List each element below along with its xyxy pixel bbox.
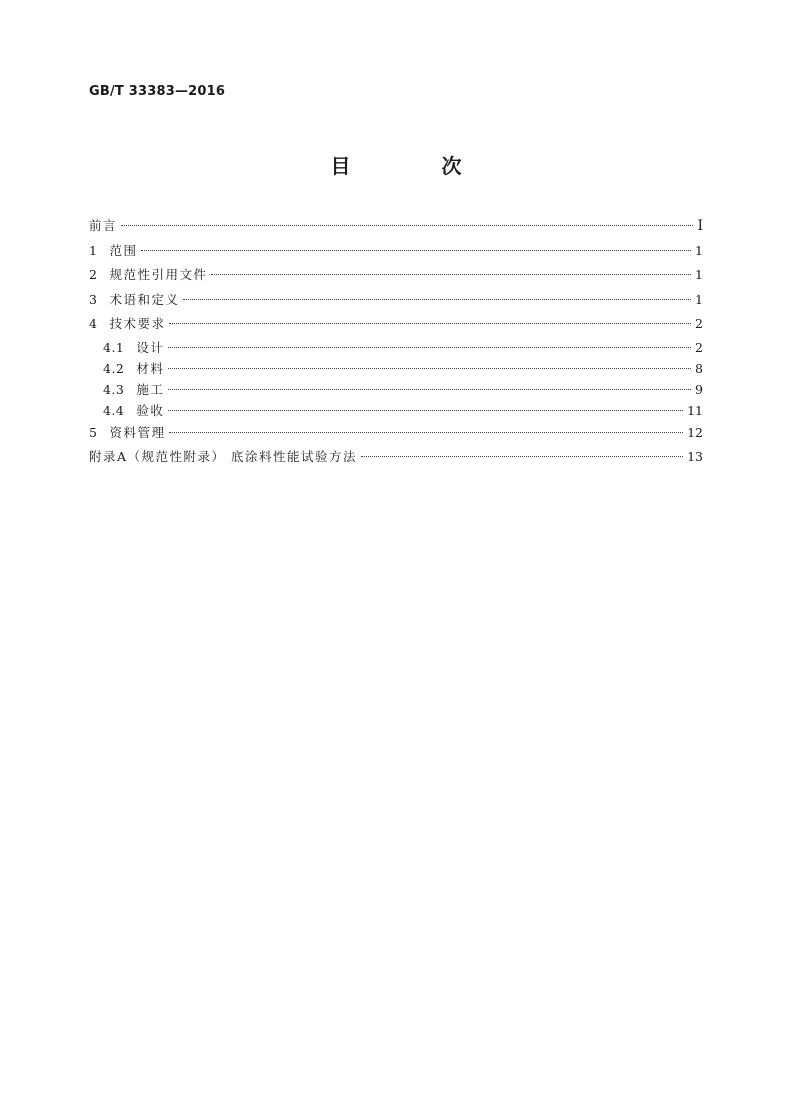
toc-entry-terms-definitions[interactable] <box>89 288 703 313</box>
standard-code: GB/T 33383—2016 <box>89 84 226 99</box>
dot-leader <box>183 299 691 300</box>
toc-entry-number: 4 <box>89 316 98 331</box>
toc-entry-foreword[interactable] <box>89 214 703 239</box>
table-of-contents <box>89 214 703 470</box>
toc-entry-page: 9 <box>695 381 703 397</box>
dot-leader <box>361 456 683 457</box>
toc-entry-page: 13 <box>687 449 703 464</box>
dot-leader <box>141 250 691 251</box>
toc-entry-page: I <box>697 218 703 234</box>
toc-entry-number: 4.4 <box>103 402 125 418</box>
toc-entry-label: 验收 <box>136 402 165 418</box>
toc-entry-number: 2 <box>89 267 98 282</box>
dot-leader <box>168 368 691 369</box>
toc-entry-page: 1 <box>695 267 703 282</box>
dot-leader <box>169 432 683 433</box>
dot-leader <box>169 323 691 324</box>
toc-entry-label: 规范性引用文件 <box>109 267 208 282</box>
toc-entry-number: 3 <box>89 291 98 307</box>
toc-entry-label: 技术要求 <box>109 316 166 331</box>
toc-entry-label: 前言 <box>89 218 118 233</box>
dot-leader <box>168 389 691 390</box>
toc-entry-normative-references[interactable] <box>89 263 703 288</box>
dot-leader <box>121 225 693 226</box>
toc-entry-materials[interactable] <box>89 358 703 379</box>
toc-entry-construction[interactable] <box>89 379 703 400</box>
toc-entry-appendix-a[interactable] <box>89 445 703 470</box>
toc-entry-scope[interactable] <box>89 239 703 264</box>
toc-entry-label: 资料管理 <box>109 424 166 440</box>
dot-leader <box>168 347 691 348</box>
toc-entry-page: 1 <box>695 242 703 258</box>
dot-leader <box>211 274 691 275</box>
toc-entry-page: 2 <box>695 339 703 355</box>
toc-entry-number: 4.2 <box>103 360 125 376</box>
toc-entry-page: 1 <box>695 291 703 307</box>
toc-entry-design[interactable] <box>89 337 703 358</box>
toc-entry-number: 5 <box>89 424 98 440</box>
toc-entry-acceptance[interactable] <box>89 400 703 421</box>
page-title: 目 次 <box>330 154 504 178</box>
toc-entry-label: 术语和定义 <box>109 291 180 307</box>
toc-entry-label: 设计 <box>136 339 165 355</box>
toc-entry-number: 1 <box>89 242 98 258</box>
toc-entry-number: 4.1 <box>103 339 125 355</box>
toc-entry-records-management[interactable] <box>89 421 703 446</box>
toc-entry-label: 范围 <box>109 242 138 258</box>
toc-entry-page: 11 <box>687 402 703 418</box>
toc-entry-label: 材料 <box>136 360 165 376</box>
dot-leader <box>168 410 683 411</box>
toc-entry-page: 12 <box>687 424 703 440</box>
toc-entry-page: 8 <box>695 360 703 376</box>
toc-entry-technical-requirements[interactable] <box>89 312 703 337</box>
toc-entry-label: 施工 <box>136 381 165 397</box>
toc-entry-number: 4.3 <box>103 381 125 397</box>
toc-entry-page: 2 <box>695 316 703 331</box>
toc-entry-label: 附录A（规范性附录） 底涂料性能试验方法 <box>89 449 358 464</box>
